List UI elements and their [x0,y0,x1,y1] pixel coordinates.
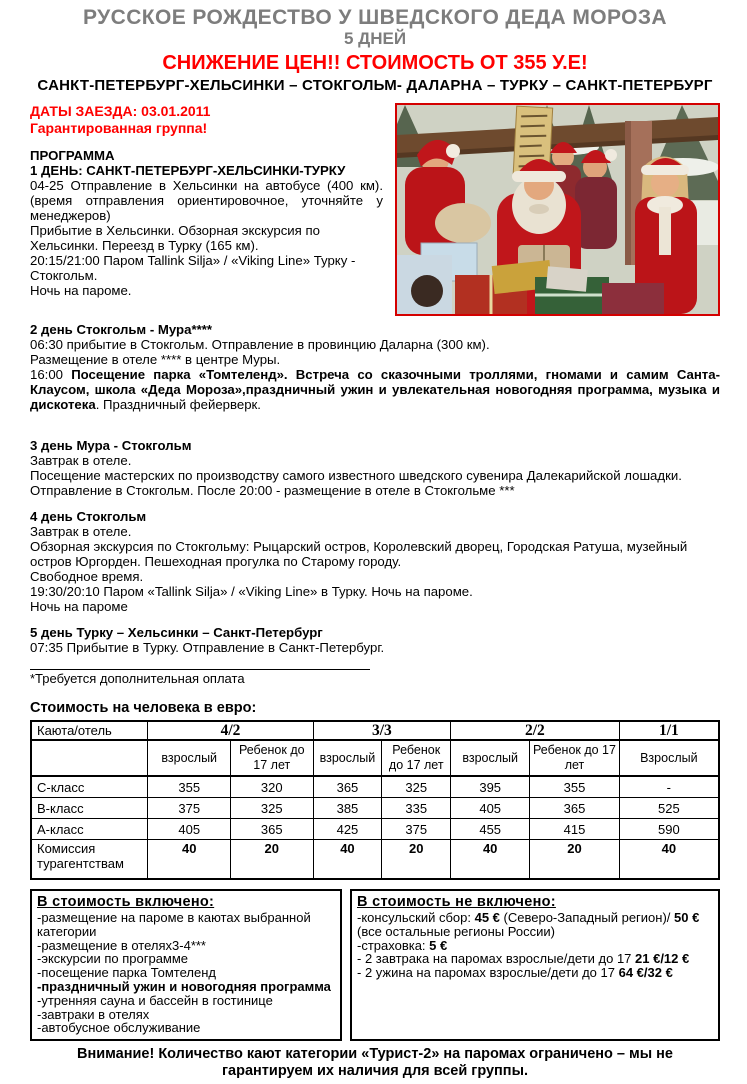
day1-line: Прибытие в Хельсинки. Обзорная экскурсия по Хельсинки. Переезд в Турку (165 км). [30,223,320,253]
pricing-heading: Стоимость на человека в евро: [30,700,257,716]
day3-line: Посещение мастерских по производству самого известного шведского сувенира Далекарийской лошадки. [30,468,682,483]
price-cell: 525 [619,798,719,819]
day1-line: Ночь на пароме. [30,283,132,298]
price-cell: 590 [619,819,719,840]
item-text: - 2 завтрака на паромах взрослые/дети до 17 [357,951,636,967]
group-4-2: 4/2 [148,721,313,740]
day1-line: 04-25 Отправление в Хельсинки на автобусе (400 км). (время отправления ориентировочное, уточняйте у менеджеров) [30,178,383,223]
day4-line: Свободное время. [30,569,144,584]
item-price: 21 €/12 € [635,951,690,967]
included-item: -размещение на пароме в каютах выбранной категории [37,910,311,939]
price-cell: 375 [382,819,451,840]
price-cell: 365 [231,819,314,840]
program-heading: ПРОГРАММА [30,148,115,163]
day4-line: Обзорная экскурсия по Стокгольму: Рыцарский остров, Королевский дворец, Городская Ратуша, музейный остров Юргорден. Пешеходная прогулка по Старому городу. [30,539,688,569]
day2-highlight: Посещение парка «Томтеленд». Встреча со сказочными троллями, гномами и самим Санта-Клаусом, школа «Деда Мороза»,праздничный ужин и увлекательная новогодняя программа, музыка и дискотека [30,367,720,412]
day2-line [30,367,720,412]
day5-line: 07:35 Прибытие в Турку. Отправление в Санкт-Петербург. [30,640,385,655]
included-title: В стоимость включено: [37,894,215,910]
subheader-cell: Ребенок до 17 лет [231,740,314,776]
subheader-cell: взрослый [313,740,382,776]
price-cell: 425 [313,819,382,840]
group-1-1: 1/1 [619,721,719,740]
not-included-item [357,966,713,980]
day4-line: Завтрак в отеле. [30,524,132,539]
group-3-3: 3/3 [313,721,451,740]
item-price: 5 € [429,937,448,953]
day3-title: 3 день Мура - Стокгольм [30,438,192,453]
item-text: (все остальные регионы России) [357,923,555,939]
price-cell: 20 [231,840,314,880]
price-cell: 415 [530,819,619,840]
cabin-hotel-header: Каюта/отель [31,721,148,740]
day2-line: 06:30 прибытие в Стокгольм. Отправление в провинцию Даларна (300 км). [30,337,490,352]
program-day-2 [30,322,720,412]
not-included-title: В стоимость не включено: [357,894,556,910]
subheader-cell: взрослый [148,740,231,776]
price-cell: 395 [451,776,530,798]
promo-banner: СНИЖЕНИЕ ЦЕН!! СТОИМОСТЬ ОТ 355 У.Е! [162,52,588,74]
item-price: 45 € [474,910,500,925]
route-line: САНКТ-ПЕТЕРБУРГ-ХЕЛЬСИНКИ – СТОКГОЛЬМ- ДАЛАРНА – ТУРКУ – САНКТ-ПЕТЕРБУРГ [37,77,713,94]
day2-line: Размещение в отеле **** в центре Муры. [30,352,281,367]
day4-line: Ночь на пароме [30,599,128,614]
item-price: 50 € [674,910,700,925]
page-title: РУССКОЕ РОЖДЕСТВО У ШВЕДСКОГО ДЕДА МОРОЗА [83,6,667,29]
day4-line: 19:30/20:10 Паром «Tallink Silja» / «Viking Line» в Турку. Ночь на пароме. [30,584,473,599]
row-label: А-класс [31,819,148,840]
row-label: С-класс [31,776,148,798]
not-included-box [350,889,720,1041]
santa-photo-illustration [397,105,718,314]
day2-title: 2 день Стокгольм - Мура**** [30,322,212,337]
price-cell: 320 [231,776,314,798]
day1-title: 1 ДЕНЬ: САНКТ-ПЕТЕРБУРГ-ХЕЛЬСИНКИ-ТУРКУ [30,163,346,178]
warning-note: Внимание! Количество кают категории «Турист-2» на паромах ограничено – мы не гарантируем их наличия для всей группы. [77,1046,673,1080]
empty-cell [31,740,148,776]
price-cell: 40 [451,840,530,880]
price-cell: - [619,776,719,798]
price-cell: 355 [148,776,231,798]
price-cell: 405 [451,798,530,819]
not-included-item [357,952,713,966]
included-item: -экскурсии по программе [37,951,189,967]
day2-time: 16:00 [30,367,72,382]
not-included-item [357,939,713,953]
included-item: -утренняя сауна и бассейн в гостинице [37,992,273,1008]
subheader-cell: Ребенок до 17 лет [530,740,619,776]
row-label: В-класс [31,798,148,819]
price-cell: 325 [231,798,314,819]
item-price: 64 €/32 € [618,965,673,981]
price-table [30,720,720,880]
table-subheader-row [31,740,719,776]
included-item: -автобусное обслуживание [37,1020,201,1036]
program-day-5 [30,625,720,655]
group-2-2: 2/2 [451,721,620,740]
included-item: -размещение в отелях3-4*** [37,937,206,953]
row-label: Комиссия турагентствам [31,840,148,880]
footnote: *Требуется дополнительная оплата [30,671,245,686]
day2-tail: . Праздничный фейерверк. [95,397,261,412]
price-cell: 40 [619,840,719,880]
subheader-cell: взрослый [451,740,530,776]
table-row-commission [31,840,719,880]
item-text: - 2 ужина на паромах взрослые/дети до 17 [357,965,619,981]
departure-date-line: ДАТЫ ЗАЕЗДА: 03.01.2011 [30,103,211,119]
item-text: -консульский сбор: [357,910,475,925]
included-item: -завтраки в отелях [37,1006,150,1022]
day3-line: Отправление в Стокгольм. После 20:00 - размещение в отеле в Стокгольме *** [30,483,515,498]
item-text: (Северо-Западный регион)/ [499,910,675,925]
item-text: -страховка: [357,937,430,953]
subheader-cell: Взрослый [619,740,719,776]
day1-line: 20:15/21:00 Паром Tallink Silja» / «Viking Line» Турку - Стокгольм. [30,253,356,283]
duration-subtitle: 5 ДНЕЙ [343,29,407,48]
table-group-header-row [31,721,719,740]
included-item: -праздничный ужин и новогодняя программа [37,978,331,994]
included-box [30,889,342,1041]
program-day-3 [30,438,720,498]
santa-photo [395,103,720,316]
price-cell: 40 [313,840,382,880]
price-cell: 335 [382,798,451,819]
included-item: -посещение парка Томтеленд [37,965,216,981]
table-row-b-class [31,798,719,819]
price-cell: 365 [530,798,619,819]
day5-title: 5 день Турку – Хельсинки – Санкт-Петербург [30,625,323,640]
price-cell: 325 [382,776,451,798]
price-cell: 375 [148,798,231,819]
guaranteed-group-line: Гарантированная группа! [30,120,208,136]
table-row-a-class [31,819,719,840]
day4-title: 4 день Стокгольм [30,509,147,524]
price-cell: 355 [530,776,619,798]
day3-line: Завтрак в отеле. [30,453,132,468]
program-day-4 [30,509,720,614]
price-cell: 455 [451,819,530,840]
table-row-c-class [31,776,719,798]
footnote-divider [30,669,370,670]
price-cell: 405 [148,819,231,840]
price-cell: 385 [313,798,382,819]
not-included-item [357,911,713,939]
subheader-cell: Ребенок до 17 лет [382,740,451,776]
price-cell: 365 [313,776,382,798]
price-cell: 20 [530,840,619,880]
price-cell: 20 [382,840,451,880]
price-cell: 40 [148,840,231,880]
